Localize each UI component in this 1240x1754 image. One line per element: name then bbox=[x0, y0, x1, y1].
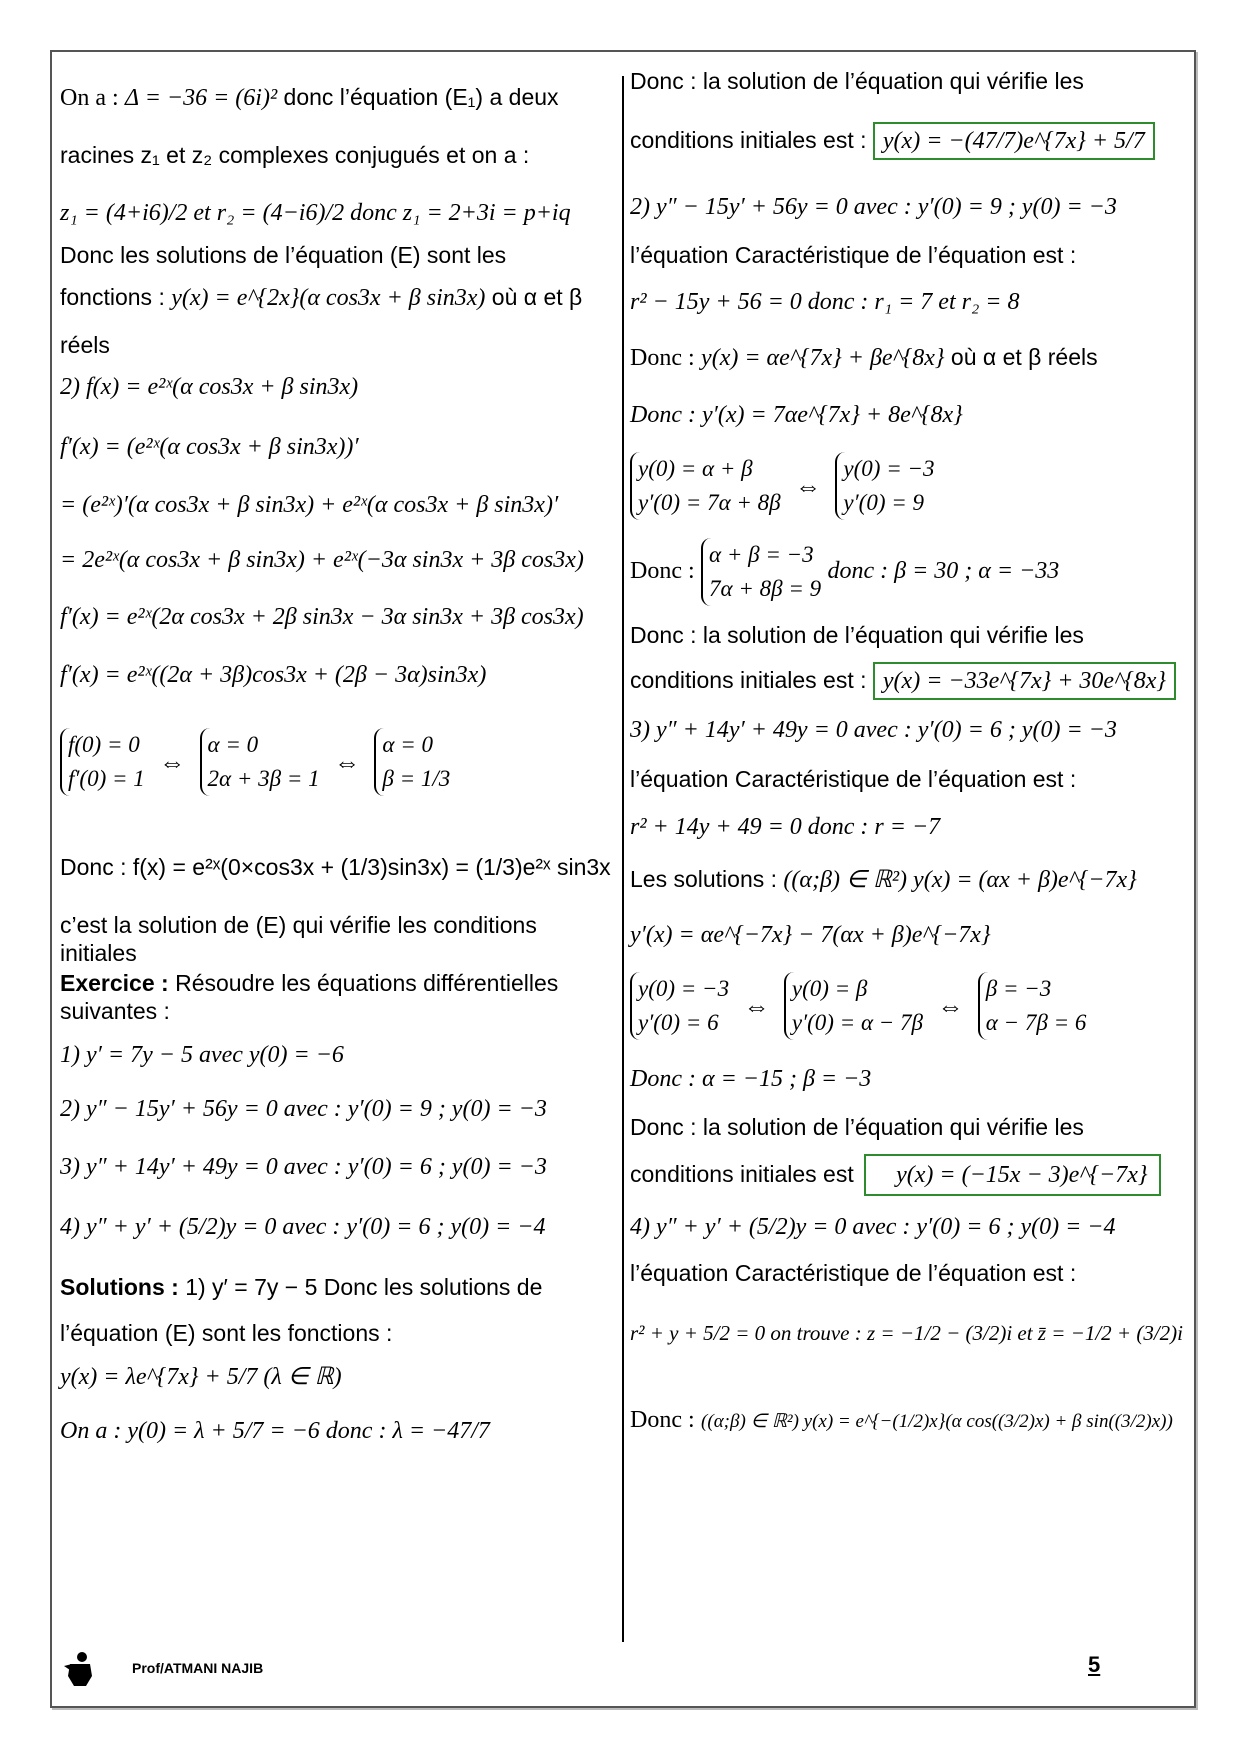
f-definition: 2) f(x) = e²ˣ(α cos3x + β sin3x) bbox=[60, 374, 359, 400]
equivalence-icon: ⇔ bbox=[937, 991, 964, 1021]
answer-box-3: y(x) = (−15x − 3)e^{−7x} bbox=[864, 1154, 1161, 1196]
solutions-intro: Donc les solutions de l’équation (E) sont les bbox=[60, 242, 507, 268]
exercise-heading: Exercice : Résoudre les équations différentielles bbox=[60, 970, 559, 996]
f-derivative-3: = 2e²ˣ(α cos3x + β sin3x) + e²ˣ(−3α sin3x + 3β cos3x) bbox=[60, 547, 584, 573]
derivative-2: Donc : y′(x) = 7αe^{7x} + 8e^{8x} bbox=[630, 402, 963, 428]
author-name: Prof/ATMANI NAJIB bbox=[132, 1660, 264, 1676]
general-solution-2: Donc : y(x) = αe^{7x} + βe^{8x} où α et β réels bbox=[630, 344, 1098, 371]
f-derivative-5: f′(x) = e²ˣ((2α + 3β)cos3x + (2β − 3α)sin3x) bbox=[60, 662, 487, 688]
general-solution-3: Les solutions : ((α;β) ∈ ℝ²) y(x) = (αx + β)e^{−7x} bbox=[630, 866, 1137, 893]
char-eq-heading-4: l’équation Caractéristique de l’équation est : bbox=[630, 1260, 1077, 1286]
f-derivative-1: f′(x) = (e²ˣ(α cos3x + β sin3x))′ bbox=[60, 434, 359, 460]
conclusion-q1-1: Donc : la solution de l’équation qui vérifie les bbox=[630, 68, 1084, 94]
conclusion-q2-1: Donc : la solution de l’équation qui vérifie les bbox=[630, 622, 1084, 648]
alpha-beta-3: Donc : α = −15 ; β = −3 bbox=[630, 1066, 872, 1092]
char-eq-2: r² − 15y + 56 = 0 donc : r₁ = 7 et r₂ = 8 bbox=[630, 289, 1020, 315]
system-2: y(0) = α + β y′(0) = 7α + 8β ⇔ y(0) = −3 y′(0) = 9 bbox=[630, 452, 935, 520]
conclusion-q2-2: conditions initiales est : y(x) = −33e^{7x} + 30e^{8x} bbox=[630, 662, 1176, 700]
question-2: 2) y″ − 15y′ + 56y = 0 avec : y′(0) = 9 ; y(0) = −3 bbox=[60, 1096, 547, 1122]
reels-word: réels bbox=[60, 332, 110, 358]
solutions-formula: y(x) = λe^{7x} + 5/7 (λ ∈ ℝ) bbox=[60, 1364, 342, 1390]
system-3: y(0) = −3 y′(0) = 6 ⇔ y(0) = β y′(0) = α − 7β ⇔ β = −3 α − 7β = 6 bbox=[630, 972, 1086, 1040]
question-4: 4) y″ + y′ + (5/2)y = 0 avec : y′(0) = 6 ; y(0) = −4 bbox=[60, 1214, 546, 1240]
question-4-right: 4) y″ + y′ + (5/2)y = 0 avec : y′(0) = 6 ; y(0) = −4 bbox=[630, 1214, 1116, 1240]
solutions-function: fonctions : y(x) = e^{2x}(α cos3x + β sin3x) où α et β bbox=[60, 284, 583, 311]
question-3: 3) y″ + 14y′ + 49y = 0 avec : y′(0) = 6 ; y(0) = −3 bbox=[60, 1154, 547, 1180]
system-1: f(0) = 0 f′(0) = 1 ⇔ α = 0 2α + 3β = 1 ⇔ α = 0 β = 1/3 bbox=[60, 728, 450, 796]
char-eq-3: r² + 14y + 49 = 0 donc : r = −7 bbox=[630, 814, 941, 840]
question-1: 1) y′ = 7y − 5 avec y(0) = −6 bbox=[60, 1042, 344, 1068]
column-divider bbox=[622, 76, 624, 1642]
page-number: 5 bbox=[1088, 1652, 1101, 1677]
solutions-heading: Solutions : 1) y′ = 7y − 5 Donc les solutions de bbox=[60, 1274, 543, 1300]
author-logo-icon bbox=[62, 1650, 98, 1688]
solutions-text: l’équation (E) sont les fonctions : bbox=[60, 1320, 393, 1346]
lambda-computation: On a : y(0) = λ + 5/7 = −6 donc : λ = −47/7 bbox=[60, 1418, 490, 1444]
derivative-3: y′(x) = αe^{−7x} − 7(αx + β)e^{−7x} bbox=[630, 922, 991, 948]
roots-values: z₁ = (4+i6)/2 et r₂ = (4−i6)/2 donc z₁ = 2+3i = p+iq bbox=[60, 200, 571, 226]
char-eq-heading-2: l’équation Caractéristique de l’équation est : bbox=[630, 242, 1077, 268]
system-2-solve: Donc : α + β = −3 7α + 8β = 9 donc : β = 30 ; α = −33 bbox=[630, 538, 1059, 606]
conclusion-1: c’est la solution de (E) qui vérifie les conditions bbox=[60, 912, 537, 938]
char-eq-4: r² + y + 5/2 = 0 on trouve : z = −1/2 − (3/2)i et z̄ = −1/2 + (3/2)i bbox=[630, 1321, 1184, 1345]
equivalence-icon: ⇔ bbox=[159, 747, 186, 777]
equivalence-icon: ⇔ bbox=[334, 747, 361, 777]
conclusion-q3-1: Donc : la solution de l’équation qui vérifie les bbox=[630, 1114, 1084, 1140]
f-derivative-4: f′(x) = e²ˣ(2α cos3x + 2β sin3x − 3α sin3x + 3β cos3x) bbox=[60, 604, 584, 630]
char-eq-heading-3: l’équation Caractéristique de l’équation est : bbox=[630, 766, 1077, 792]
conclusion-q3-2: conditions initiales est y(x) = (−15x − 3)e^{−7x} bbox=[630, 1154, 1161, 1196]
delta-line: On a : Δ = −36 = (6i)² donc l’équation (E₁) a deux bbox=[60, 84, 559, 111]
f-solution: Donc : f(x) = e²ˣ(0×cos3x + (1/3)sin3x) = (1/3)e²ˣ sin3x bbox=[60, 854, 611, 880]
question-2-right: 2) y″ − 15y′ + 56y = 0 avec : y′(0) = 9 ; y(0) = −3 bbox=[630, 194, 1117, 220]
equivalence-icon: ⇔ bbox=[795, 471, 822, 501]
roots-line: racines z₁ et z₂ complexes conjugués et on a : bbox=[60, 142, 530, 168]
exercise-heading-2: suivantes : bbox=[60, 998, 170, 1024]
conclusion-q1-2: conditions initiales est : y(x) = −(47/7)e^{7x} + 5/7 bbox=[630, 122, 1155, 160]
conclusion-2: initiales bbox=[60, 940, 137, 966]
equivalence-icon: ⇔ bbox=[743, 991, 770, 1021]
general-solution-4: Donc : ((α;β) ∈ ℝ²) y(x) = e^{−(1/2)x}(α cos((3/2)x) + β sin((3/2)x)) bbox=[630, 1407, 1173, 1433]
answer-box-1: y(x) = −(47/7)e^{7x} + 5/7 bbox=[873, 122, 1155, 160]
answer-box-2: y(x) = −33e^{7x} + 30e^{8x} bbox=[873, 662, 1176, 700]
f-derivative-2: = (e²ˣ)′(α cos3x + β sin3x) + e²ˣ(α cos3x + β sin3x)′ bbox=[60, 492, 559, 518]
question-3-right: 3) y″ + 14y′ + 49y = 0 avec : y′(0) = 6 ; y(0) = −3 bbox=[630, 717, 1117, 743]
